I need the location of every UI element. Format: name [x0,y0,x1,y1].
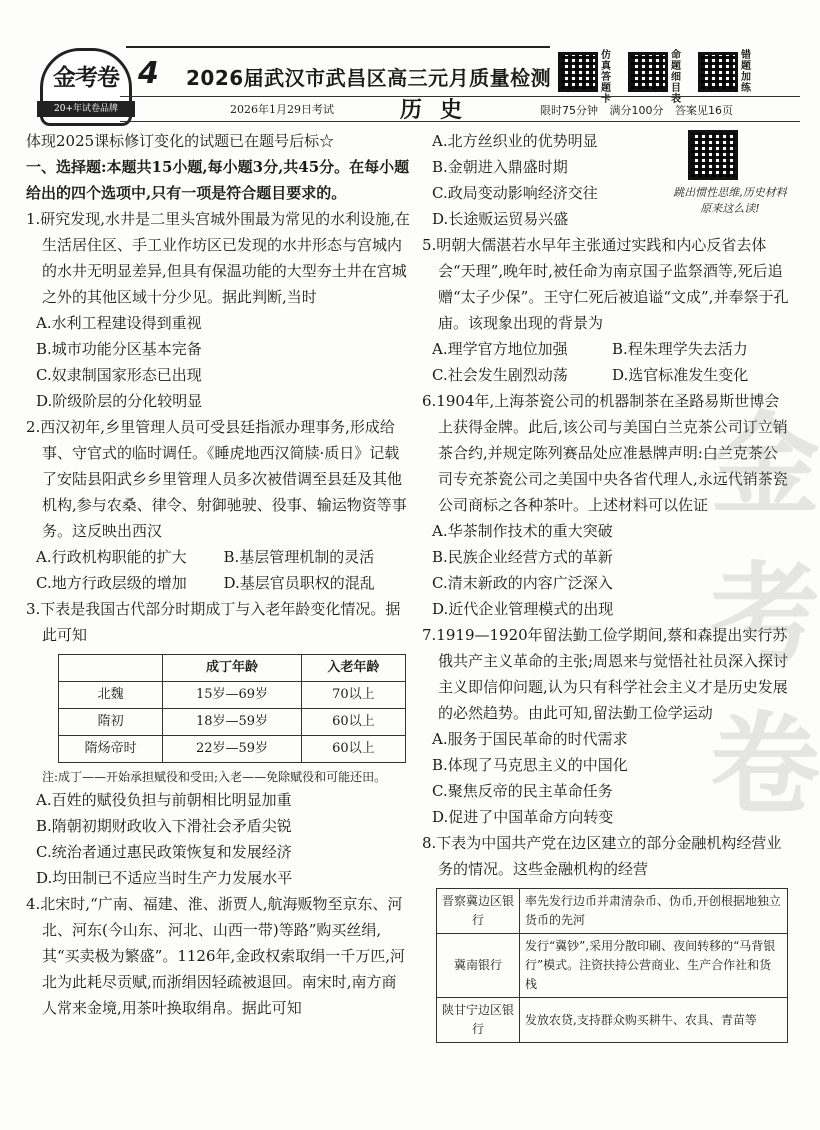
table-row [437,934,788,998]
question-6-option-d[interactable]: D.近代企业管理模式的出现 [432,600,614,618]
table-cell: 18岁—59岁 [163,709,302,736]
table-cell: 北魏 [59,682,163,709]
subject-title: 历史 [400,98,481,123]
question-5-option-d[interactable]: D.选官标准发生变化 [612,366,749,384]
paper-number: 4 [138,56,159,91]
brand-logo [40,48,132,126]
question-2-option-d[interactable]: D.基层官员职权的混乱 [223,574,375,592]
full-score: 满分100分 [609,104,664,117]
table-row [437,998,788,1043]
qr-label-spec-table: 命题细目表 [671,50,681,105]
exam-info-bar [120,96,800,122]
question-4-options [422,128,672,232]
bank-name-cell: 冀南银行 [437,934,520,998]
question-7-option-a[interactable]: A.服务于国民革命的时代需求 [432,730,628,748]
table-header-cell [59,655,163,682]
bank-name-cell: 陕甘宁边区银行 [437,998,520,1043]
question-3-option-b[interactable]: B.隋朝初期财政收入下滑社会矛盾尖锐 [36,817,292,835]
bank-name-cell: 晋察冀边区银行 [437,889,520,934]
table-cell: 22岁—59岁 [163,736,302,763]
question-4-option-a[interactable]: A.北方丝织业的优势明显 [432,132,598,150]
question-5-options-row-2 [422,362,792,388]
qr-caption: 跳出惯性思维,历史材料原来这么读! [673,186,787,215]
question-4-stem: 4.北宋时,“广南、福建、淮、浙贾人,航海贩物至京东、河北、河东(今山东、河北、山西一带)等路”购买丝绢,其“买卖极为繁盛”。1126年,金政权索取绢一千万匹,河北为此耗尽贡赋,而浙绢因轻疏被退回。南宋时,南方商人常来金境,用茶叶换取绢帛。据此可知 [26,895,406,1017]
qr-code-reading-tips[interactable] [688,130,738,180]
question-1-option-b[interactable]: B.城市功能分区基本完备 [36,340,202,358]
table-cell: 60以上 [301,736,405,763]
question-4-option-b[interactable]: B.金朝进入鼎盛时期 [432,158,568,176]
qr-code-spec-table[interactable] [628,52,668,92]
question-6-option-a[interactable]: A.华茶制作技术的重大突破 [432,522,613,540]
question-8-stem: 8.下表为中国共产党在边区建立的部分金融机构经营业务的情况。这些金融机构的经营 [422,834,782,878]
table-row [59,736,406,763]
qr-label-practice: 错题加练 [741,50,751,94]
intro-note: 体现2025课标修订变化的试题已在题号后标☆ [26,132,335,150]
question-6-option-c[interactable]: C.清末新政的内容广泛深入 [432,574,613,592]
qr-code-practice[interactable] [698,52,738,92]
brand-ribbon: 20+年试卷品牌 [37,101,135,117]
question-7-option-d[interactable]: D.促进了中国革命方向转变 [432,808,614,826]
question-1-option-a[interactable]: A.水利工程建设得到重视 [36,314,202,332]
question-2-stem: 2.西汉初年,乡里管理人员可受县廷指派办理事务,形成给事、守官式的临时调任。《睡虎地西汉简牍·质日》记载了安陆县阳武乡乡里管理人员多次被借调至县廷及其他机构,参与农桑、律令、射御驰驶、役事、输运物资等事务。这反映出西汉 [26,418,407,540]
question-5-options-row-1 [422,336,792,362]
question-2-option-c[interactable]: C.地方行政层级的增加 [36,574,187,592]
brand-name: 金考卷 [53,64,119,91]
question-2-options-row-1 [26,544,411,570]
header-rule [126,46,550,48]
question-7-option-c[interactable]: C.聚焦反帝的民主革命任务 [432,782,613,800]
question-3-option-a[interactable]: A.百姓的赋役负担与前朝相比明显加重 [36,791,292,809]
time-limit: 限时75分钟 [540,104,598,117]
question-7-option-b[interactable]: B.体现了马克思主义的中国化 [432,756,628,774]
question-6-stem: 6.1904年,上海茶瓷公司的机器制茶在圣路易斯世博会上获得金牌。此后,该公司与美国白兰克茶公司订立销茶合约,并规定陈列赛品处应准悬牌声明:白兰克茶公司专充茶瓷公司之美国中央各省代理人,永远代销茶瓷公司商标之各种茶叶。上述材料可以佐证 [422,392,788,514]
bank-business-cell: 率先发行边币并肃清杂币、伪币,开创根据地独立货币的先河 [520,889,788,934]
watermark: 金考卷 [710,400,820,829]
question-2-option-b[interactable]: B.基层管理机制的灵活 [223,548,375,566]
exam-date: 2026年1月29日考试 [230,103,334,116]
table-cell: 70以上 [301,682,405,709]
left-column [26,128,411,1021]
question-2-option-a[interactable]: A.行政机构职能的扩大 [36,548,187,566]
question-7-stem: 7.1919—1920年留法勤工俭学期间,蔡和森提出实行苏俄共产主义革命的主张;周恩来与觉悟社社员深入探讨主义即信仰问题,认为只有科学社会主义才是历史发展的必然趋势。由此可知,留法勤工俭学运动 [422,626,789,722]
question-1-stem: 1.研究发现,水井是二里头宫城外围最为常见的水利设施,在生活居住区、手工业作坊区已发现的水井形态与宫城内的水井无明显差异,但具有保温功能的大型夯土井在宫城之外的其他区域十分少见。据此判断,当时 [26,210,410,306]
table-row [59,682,406,709]
question-2-options-row-2 [26,570,411,596]
table-header-cell: 入老年龄 [301,655,405,682]
question-3-table [58,654,406,763]
exam-meta [540,102,741,118]
answer-page: 答案见16页 [675,104,733,117]
question-4-option-c[interactable]: C.政局变动影响经济交往 [432,184,598,202]
question-6-option-b[interactable]: B.民族企业经营方式的革新 [432,548,613,566]
table-cell: 隋炀帝时 [59,736,163,763]
table-row [437,889,788,934]
question-1-option-c[interactable]: C.奴隶制国家形态已出现 [36,366,202,384]
exam-title: 2026届武汉市武昌区高三元月质量检测 [186,66,552,90]
qr-label-answer-sheet: 仿真答题卡 [601,50,611,105]
question-5-stem: 5.明朝大儒湛若水早年主张通过实践和内心反省去体会“天理”,晚年时,被任命为南京国子监祭酒等,死后追赠“太子少保”。王守仁死后被追谥“文成”,并奉祭于孔庙。该现象出现的背景为 [422,236,789,332]
page-header [0,0,800,125]
question-3-note: 注:成丁——开始承担赋役和受田;入老——免除赋役和可能还田。 [42,770,387,784]
section-heading: 一、选择题:本题共15小题,每小题3分,共45分。在每小题给出的四个选项中,只有一项是符合题目要求的。 [26,158,410,202]
question-8-table [436,888,788,1043]
question-3-option-c[interactable]: C.统治者通过惠民政策恢复和发展经济 [36,843,292,861]
bank-business-cell: 发行“冀钞”,采用分散印刷、夜间转移的“马背银行”模式。注资扶持公营商业、生产合作社和货栈 [520,934,788,998]
table-cell: 隋初 [59,709,163,736]
question-4-option-d[interactable]: D.长途贩运贸易兴盛 [432,210,569,228]
question-5-option-c[interactable]: C.社会发生剧烈动荡 [432,366,568,384]
table-cell: 15岁—69岁 [163,682,302,709]
table-row [59,709,406,736]
qr-code-answer-sheet[interactable] [558,52,598,92]
question-3-stem: 3.下表是我国古代部分时期成丁与入老年龄变化情况。据此可知 [26,600,401,644]
table-header-cell: 成丁年龄 [163,655,302,682]
question-3-option-d[interactable]: D.均田制已不适应当时生产力发展水平 [36,869,293,887]
question-1-option-d[interactable]: D.阶级阶层的分化较明显 [36,392,203,410]
question-5-option-a[interactable]: A.理学官方地位加强 [432,340,568,358]
bank-business-cell: 发放农贷,支持群众购买耕牛、农具、青苗等 [520,998,788,1043]
table-header-row [59,655,406,682]
table-cell: 60以上 [301,709,405,736]
question-5-option-b[interactable]: B.程朱理学失去活力 [612,340,748,358]
